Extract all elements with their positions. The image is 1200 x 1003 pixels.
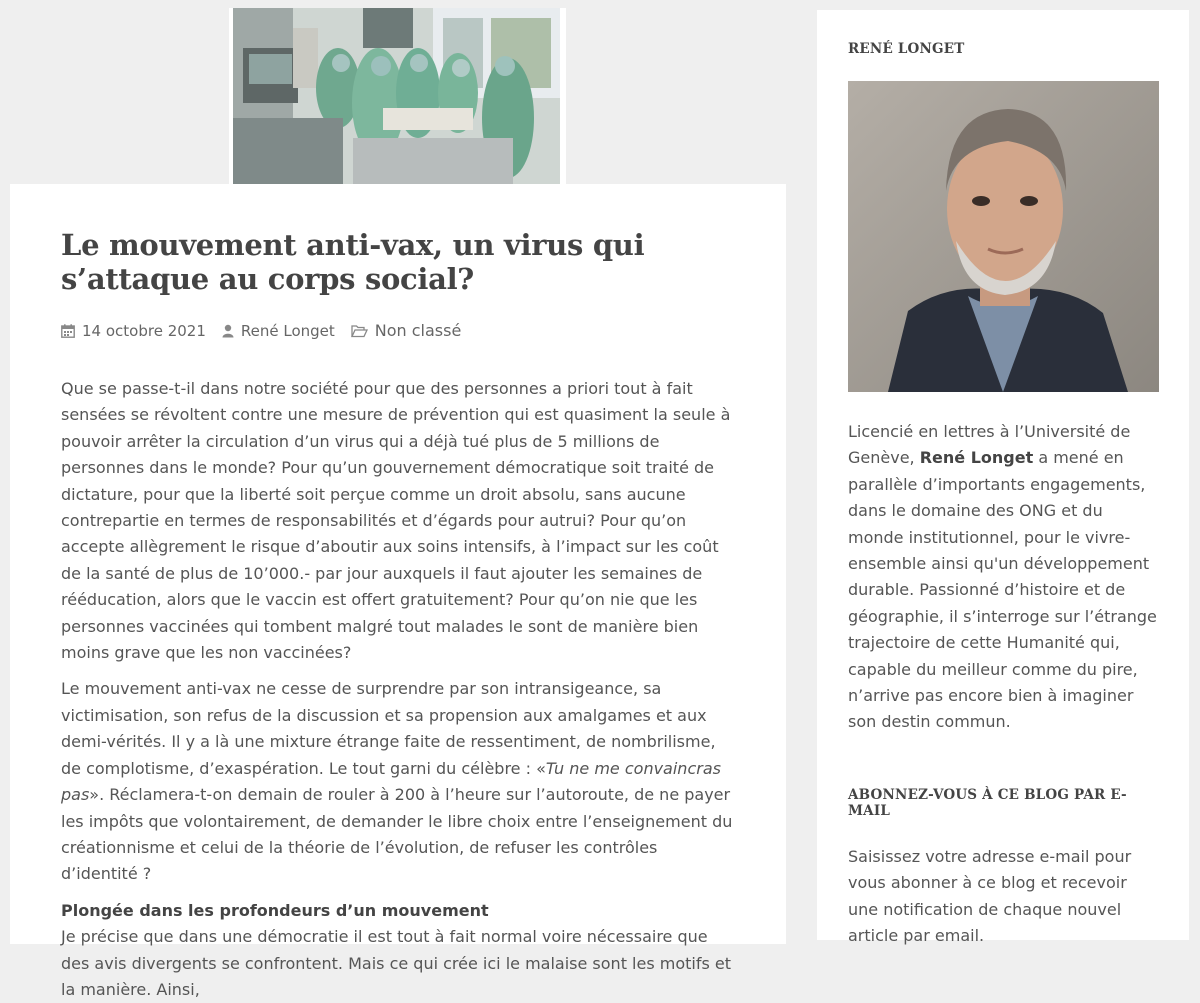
article-meta (61, 321, 736, 340)
post-author[interactable]: René Longet (240, 321, 335, 340)
subscribe-text: Saisissez votre adresse e-mail pour vous abonner à ce blog et recevoir une notification de chaque nouvel article par email. (848, 846, 1132, 946)
sidebar (817, 10, 1189, 946)
paragraph-2-start: Le mouvement anti-vax ne cesse de surprendre par son intransigeance, sa victimisation, son refus de la discussion et sa propension aux amalgames et aux demi-vérités. Il y a là une mixture étrange faite de ressentiment, de nombrilisme, de complotisme, d’exaspération. Le tout garni du célèbre : « (61, 679, 716, 778)
section-heading: Plongée dans les profondeurs d’un mouvement (61, 900, 489, 920)
paragraph-3: Je précise que dans une démocratie il est tout à fait normal voire nécessaire que des avis divergents se confrontent. Mais ce qui crée ici le malaise sont les motifs et la manière. Ainsi, (61, 927, 732, 999)
author-portrait (848, 81, 1159, 392)
icu-photo (233, 8, 560, 184)
paragraph-1: Que se passe-t-il dans notre société pour que des personnes a priori tout à fait sensées se révoltent contre une mesure de prévention qui est quasiment la seule à pouvoir arrêter la circulation d’un virus qui a déjà tué plus de 5 millions de personnes dans le monde? Pour qu’un gouvernement démocratique soit traité de dictature, pour que la liberté soit perçue comme un droit absolu, sans aucune contrepartie en termes de responsabilités et d’égards pour autrui? Pour qu’on accepte allègrement le risque d’aboutir aux soins intensifs, à l’impact sur les coût de la santé de plus de 10’000.- par jour auxquels il faut ajouter les semaines de rééducation, alors que le vaccin est offert gratuitement? Pour qu’on nie que les personnes vaccinées qui tombent malgré tout malades le sont de manière bien moins grave que les non vaccinées? (61, 379, 731, 663)
article-card (10, 184, 786, 999)
bio-author-name: René Longet (919, 448, 1034, 468)
meta-category (351, 321, 462, 340)
paragraph-2-quote: Tu ne me convaincras pas (61, 758, 721, 805)
subscribe-widget-title: ABONNEZ-VOUS À CE BLOG PAR E-MAIL (848, 786, 1127, 819)
paragraph-2-end: ». Réclamera-t-on demain de rouler à 200 à l’heure sur l’autoroute, de ne payer les impôts que volontairement, de demander le libre choix entre l’enseignement du créationnisme et celui de la théorie de l’évolution, de refuser les contrôles d’identité ? (61, 785, 733, 884)
user-icon (222, 324, 234, 338)
author-widget-title: RENÉ LONGET (848, 41, 965, 57)
author-widget (848, 41, 1159, 736)
article-body (61, 376, 736, 1003)
folder-open-icon (351, 324, 368, 338)
bio-start: Licencié en lettres à l’Université de Genève, (848, 422, 1131, 468)
featured-image[interactable] (229, 8, 566, 186)
calendar-icon (61, 324, 75, 338)
post-date[interactable]: 14 octobre 2021 (82, 321, 206, 340)
bio-end: a mené en parallèle d’importants engagements, dans le domaine des ONG et du monde institutionnel, pour le vivre-ensemble ainsi qu'un développement durable. Passionné d’histoire et de géographie, il s’interroge sur l’étrange trajectoire de cette Humanité qui, capable du meilleur comme du pire, n’arrive pas encore bien à imaginer son destin commun. (848, 448, 1157, 732)
article-title[interactable]: Le mouvement anti-vax, un virus qui s’attaque au corps social? (61, 228, 645, 296)
author-bio (848, 419, 1159, 736)
meta-author (222, 322, 335, 340)
post-category[interactable]: Non classé (374, 321, 462, 340)
subscribe-widget (848, 787, 1159, 950)
paragraph-2 (61, 676, 736, 887)
meta-date (61, 322, 206, 340)
